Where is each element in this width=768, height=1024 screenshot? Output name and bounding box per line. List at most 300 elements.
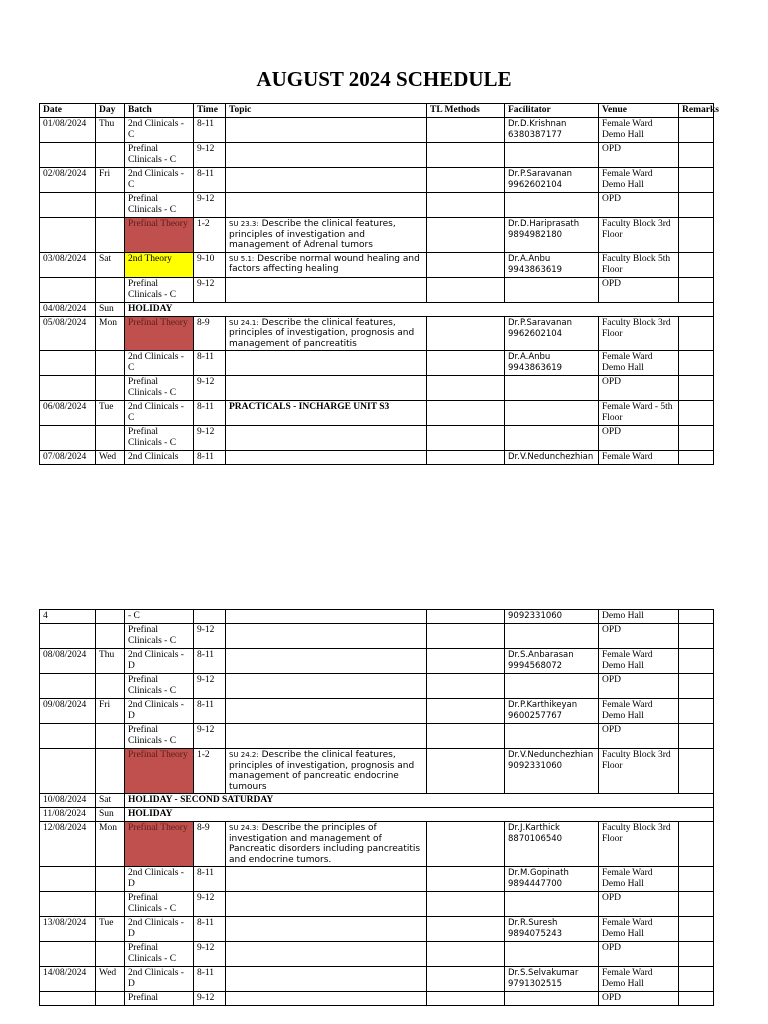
facilitator-name: Dr.M.Gopinath: [508, 868, 569, 878]
facilitator-cell: [505, 193, 599, 218]
table-row: [40, 610, 714, 624]
remarks-cell: [679, 967, 714, 992]
topic-cell: [226, 699, 427, 724]
time-cell: 8-9: [194, 316, 226, 351]
venue-cell: OPD: [599, 277, 679, 302]
facilitator-cell: [505, 401, 599, 426]
day-cell: Sat: [96, 252, 125, 277]
venue-cell: Female Ward Demo Hall: [599, 351, 679, 376]
day-cell: Mon: [96, 316, 125, 351]
table-row: [40, 168, 714, 193]
batch-cell: Prefinal Clinicals - C: [125, 426, 194, 451]
time-cell: 8-11: [194, 649, 226, 674]
day-cell: Sun: [96, 302, 125, 316]
time-cell: 8-11: [194, 451, 226, 465]
table-row: [40, 794, 714, 808]
facilitator-name: Dr.A.Anbu: [508, 352, 551, 362]
venue-cell: OPD: [599, 992, 679, 1006]
topic-cell: [226, 942, 427, 967]
tl-methods-cell: [427, 351, 505, 376]
time-cell: 9-12: [194, 624, 226, 649]
remarks-cell: [679, 649, 714, 674]
tl-methods-cell: [427, 749, 505, 794]
header-facilitator: Facilitator: [505, 104, 599, 118]
day-cell: [96, 624, 125, 649]
remarks-cell: [679, 942, 714, 967]
topic-cell: [226, 724, 427, 749]
facilitator-phone: 9994568072: [508, 661, 563, 671]
date-cell: [40, 376, 96, 401]
day-cell: [96, 674, 125, 699]
facilitator-cell: [505, 143, 599, 168]
day-cell: [96, 992, 125, 1006]
facilitator-cell: [505, 610, 599, 624]
time-cell: 8-11: [194, 351, 226, 376]
venue-cell: OPD: [599, 426, 679, 451]
tl-methods-cell: [427, 118, 505, 143]
venue-cell: OPD: [599, 624, 679, 649]
facilitator-cell: [505, 822, 599, 867]
date-cell: [40, 351, 96, 376]
day-cell: Thu: [96, 649, 125, 674]
topic-cell: [226, 218, 427, 253]
time-cell: 9-12: [194, 674, 226, 699]
batch-cell: Prefinal: [125, 992, 194, 1006]
day-cell: [96, 610, 125, 624]
topic-text: Describe the clinical features, principles of investigation, prognosis and management of pancreatic endocrine tumours: [229, 750, 415, 792]
batch-cell: 2nd Clinicals - C: [125, 351, 194, 376]
venue-cell: OPD: [599, 724, 679, 749]
topic-cell: [226, 892, 427, 917]
venue-cell: OPD: [599, 892, 679, 917]
table-row: [40, 252, 714, 277]
date-cell: 13/08/2024: [40, 917, 96, 942]
remarks-cell: [679, 992, 714, 1006]
topic-cell: [226, 649, 427, 674]
schedule-table-1: [39, 103, 719, 465]
venue-cell: Faculty Block 5th Floor: [599, 252, 679, 277]
facilitator-cell: [505, 451, 599, 465]
facilitator-cell: [505, 168, 599, 193]
date-cell: 09/08/2024: [40, 699, 96, 724]
facilitator-cell: [505, 724, 599, 749]
topic-text: Describe the clinical features, principles of investigation, prognosis and management of pancreatitis: [229, 317, 415, 349]
batch-cell: Prefinal Clinicals - C: [125, 942, 194, 967]
facilitator-name: Dr.J.Karthick: [508, 823, 560, 833]
tl-methods-cell: [427, 218, 505, 253]
remarks-cell: [679, 218, 714, 253]
tl-methods-cell: [427, 822, 505, 867]
batch-cell: 2nd Theory: [125, 252, 194, 277]
header-batch: Batch: [125, 104, 194, 118]
tl-methods-cell: [427, 193, 505, 218]
remarks-cell: [679, 624, 714, 649]
tl-methods-cell: [427, 967, 505, 992]
facilitator-cell: [505, 967, 599, 992]
header-day: Day: [96, 104, 125, 118]
facilitator-name: Dr.A.Anbu: [508, 253, 551, 264]
topic-cell: [226, 316, 427, 351]
remarks-cell: [679, 867, 714, 892]
time-cell: 8-11: [194, 401, 226, 426]
table-row: [40, 917, 714, 942]
facilitator-phone: 9894982180: [508, 230, 563, 240]
facilitator-cell: [505, 917, 599, 942]
day-cell: [96, 426, 125, 451]
remarks-cell: [679, 168, 714, 193]
date-cell: [40, 624, 96, 649]
time-cell: 8-9: [194, 822, 226, 867]
facilitator-cell: [505, 376, 599, 401]
header-tl-methods: TL Methods: [427, 104, 505, 118]
date-cell: 06/08/2024: [40, 401, 96, 426]
facilitator-phone: 6380387177: [508, 130, 563, 140]
day-cell: Fri: [96, 699, 125, 724]
date-cell: 11/08/2024: [40, 808, 96, 822]
facilitator-cell: [505, 699, 599, 724]
batch-cell: 2nd Clinicals - D: [125, 867, 194, 892]
facilitator-phone: 9943863619: [508, 264, 563, 275]
day-cell: [96, 143, 125, 168]
day-cell: [96, 193, 125, 218]
table-row: [40, 674, 714, 699]
tl-methods-cell: [427, 867, 505, 892]
topic-cell: PRACTICALS - INCHARGE UNIT S3: [226, 401, 427, 426]
date-cell: [40, 426, 96, 451]
batch-cell: Prefinal Clinicals - C: [125, 674, 194, 699]
time-cell: 8-11: [194, 867, 226, 892]
date-cell: 01/08/2024: [40, 118, 96, 143]
remarks-cell: [679, 252, 714, 277]
day-cell: Tue: [96, 401, 125, 426]
tl-methods-cell: [427, 892, 505, 917]
batch-cell: 2nd Clinicals: [125, 451, 194, 465]
table-row: [40, 967, 714, 992]
facilitator-cell: [505, 252, 599, 277]
table-row: [40, 218, 714, 253]
batch-cell: 2nd Clinicals - D: [125, 917, 194, 942]
remarks-cell: [679, 316, 714, 351]
tl-methods-cell: [427, 942, 505, 967]
table-row: [40, 649, 714, 674]
day-cell: Fri: [96, 168, 125, 193]
remarks-cell: [679, 451, 714, 465]
date-cell: 14/08/2024: [40, 967, 96, 992]
date-cell: [40, 193, 96, 218]
remarks-cell: [679, 917, 714, 942]
remarks-cell: [679, 724, 714, 749]
facilitator-cell: [505, 316, 599, 351]
venue-cell: Female Ward Demo Hall: [599, 118, 679, 143]
topic-cell: [226, 610, 427, 624]
day-cell: [96, 277, 125, 302]
topic-cell: [226, 917, 427, 942]
table-row: [40, 822, 714, 867]
header-row: [40, 104, 714, 118]
schedule-table-2: [39, 609, 714, 1006]
remarks-cell: [679, 143, 714, 168]
time-cell: 9-12: [194, 942, 226, 967]
batch-cell: 2nd Clinicals - C: [125, 401, 194, 426]
batch-cell: Prefinal Clinicals - C: [125, 624, 194, 649]
topic-cell: [226, 674, 427, 699]
date-cell: [40, 749, 96, 794]
batch-cell: Prefinal Theory: [125, 749, 194, 794]
day-cell: [96, 749, 125, 794]
remarks-cell: [679, 351, 714, 376]
header-venue: Venue: [599, 104, 679, 118]
tl-methods-cell: [427, 451, 505, 465]
tl-methods-cell: [427, 401, 505, 426]
table-row: [40, 302, 714, 316]
day-cell: [96, 376, 125, 401]
time-cell: 8-11: [194, 118, 226, 143]
topic-cell: [226, 624, 427, 649]
remarks-cell: [679, 376, 714, 401]
competency-code: SU 24.3:: [229, 824, 259, 832]
topic-cell: [226, 749, 427, 794]
table-row: [40, 277, 714, 302]
time-cell: 9-12: [194, 892, 226, 917]
venue-cell: Female Ward Demo Hall: [599, 917, 679, 942]
venue-cell: Female Ward Demo Hall: [599, 649, 679, 674]
topic-cell: [226, 168, 427, 193]
facilitator-cell: [505, 118, 599, 143]
remarks-cell: [679, 277, 714, 302]
date-cell: [40, 674, 96, 699]
facilitator-name: Dr.S.Selvakumar: [508, 968, 579, 978]
topic-text: Describe normal wound healing and factors affecting healing: [229, 253, 420, 274]
time-cell: 9-12: [194, 426, 226, 451]
remarks-cell: [679, 426, 714, 451]
table-row: [40, 867, 714, 892]
remarks-cell: [679, 610, 714, 624]
venue-cell: Female Ward Demo Hall: [599, 699, 679, 724]
facilitator-name: Dr.P.Saravanan: [508, 317, 572, 328]
table-row: [40, 193, 714, 218]
facilitator-cell: [505, 649, 599, 674]
facilitator-name: Dr.S.Anbarasan: [508, 650, 574, 660]
tl-methods-cell: [427, 674, 505, 699]
tl-methods-cell: [427, 426, 505, 451]
facilitator-name: Dr.D.Krishnan: [508, 119, 567, 129]
facilitator-name: Dr.P.Saravanan: [508, 169, 572, 179]
remarks-cell: [679, 749, 714, 794]
batch-cell: Prefinal Clinicals - C: [125, 193, 194, 218]
facilitator-phone: 9962602104: [508, 328, 563, 339]
tl-methods-cell: [427, 699, 505, 724]
holiday-cell: HOLIDAY: [125, 808, 714, 822]
topic-cell: [226, 193, 427, 218]
table-row: [40, 351, 714, 376]
table-row: [40, 892, 714, 917]
tl-methods-cell: [427, 917, 505, 942]
venue-cell: Demo Hall: [599, 610, 679, 624]
tl-methods-cell: [427, 252, 505, 277]
facilitator-cell: [505, 351, 599, 376]
day-cell: Tue: [96, 917, 125, 942]
facilitator-phone: 8870106540: [508, 834, 563, 844]
venue-cell: OPD: [599, 376, 679, 401]
topic-cell: [226, 376, 427, 401]
date-cell: [40, 992, 96, 1006]
venue-cell: OPD: [599, 143, 679, 168]
tl-methods-cell: [427, 610, 505, 624]
facilitator-cell: [505, 867, 599, 892]
facilitator-cell: [505, 892, 599, 917]
date-cell: [40, 724, 96, 749]
time-cell: 8-11: [194, 168, 226, 193]
day-cell: Mon: [96, 822, 125, 867]
batch-cell: - C: [125, 610, 194, 624]
facilitator-name: Dr.D.Hariprasath: [508, 219, 580, 229]
table-row: [40, 942, 714, 967]
remarks-cell: [679, 674, 714, 699]
batch-cell: Prefinal Clinicals - C: [125, 143, 194, 168]
time-cell: 9-10: [194, 252, 226, 277]
facilitator-phone: 9962602104: [508, 180, 563, 190]
facilitator-cell: [505, 426, 599, 451]
tl-methods-cell: [427, 316, 505, 351]
venue-cell: Faculty Block 3rd Floor: [599, 218, 679, 253]
header-time: Time: [194, 104, 226, 118]
remarks-cell: [679, 699, 714, 724]
time-cell: 9-12: [194, 724, 226, 749]
topic-cell: [226, 992, 427, 1006]
facilitator-phone: 9092331060: [508, 611, 563, 621]
venue-cell: Faculty Block 3rd Floor: [599, 749, 679, 794]
table-row: [40, 724, 714, 749]
remarks-cell: [679, 892, 714, 917]
day-cell: [96, 724, 125, 749]
facilitator-cell: [505, 942, 599, 967]
competency-code: SU 24.2:: [229, 751, 259, 759]
facilitator-phone: 9894075243: [508, 929, 563, 939]
day-cell: Sun: [96, 808, 125, 822]
date-cell: [40, 892, 96, 917]
batch-cell: Prefinal Theory: [125, 218, 194, 253]
date-cell: [40, 218, 96, 253]
facilitator-cell: [505, 992, 599, 1006]
venue-cell: OPD: [599, 674, 679, 699]
batch-cell: 2nd Clinicals - C: [125, 168, 194, 193]
topic-cell: [226, 252, 427, 277]
topic-cell: [226, 967, 427, 992]
header-remarks: Remarks: [679, 104, 714, 118]
venue-cell: Female Ward: [599, 451, 679, 465]
tl-methods-cell: [427, 649, 505, 674]
facilitator-cell: [505, 277, 599, 302]
tl-methods-cell: [427, 143, 505, 168]
tl-methods-cell: [427, 168, 505, 193]
date-cell: [40, 143, 96, 168]
date-cell: [40, 277, 96, 302]
topic-cell: [226, 426, 427, 451]
facilitator-phone: 9092331060: [508, 761, 563, 771]
facilitator-cell: [505, 218, 599, 253]
tl-methods-cell: [427, 724, 505, 749]
batch-cell: 2nd Clinicals - D: [125, 649, 194, 674]
remarks-cell: [679, 193, 714, 218]
table-row: [40, 401, 714, 426]
topic-cell: [226, 867, 427, 892]
remarks-cell: [679, 822, 714, 867]
time-cell: [194, 610, 226, 624]
table-row: [40, 451, 714, 465]
competency-code: SU 24.1:: [229, 318, 259, 327]
date-cell: 4: [40, 610, 96, 624]
day-cell: [96, 218, 125, 253]
date-cell: 03/08/2024: [40, 252, 96, 277]
date-cell: 12/08/2024: [40, 822, 96, 867]
venue-cell: Female Ward Demo Hall: [599, 867, 679, 892]
table-row: [40, 118, 714, 143]
date-cell: 04/08/2024: [40, 302, 96, 316]
topic-cell: [226, 118, 427, 143]
header-date: Date: [40, 104, 96, 118]
tl-methods-cell: [427, 624, 505, 649]
facilitator-phone: 9600257767: [508, 711, 563, 721]
day-cell: Wed: [96, 451, 125, 465]
venue-cell: Faculty Block 3rd Floor: [599, 822, 679, 867]
remarks-cell: [679, 118, 714, 143]
tl-methods-cell: [427, 277, 505, 302]
facilitator-name: Dr.V.Nedunchezhian: [508, 750, 594, 760]
table-row: [40, 143, 714, 168]
holiday-cell: HOLIDAY - SECOND SATURDAY: [125, 794, 714, 808]
facilitator-cell: [505, 674, 599, 699]
batch-cell: Prefinal Clinicals - C: [125, 376, 194, 401]
facilitator-name: Dr.V.Nedunchezhian: [508, 452, 594, 462]
time-cell: 8-11: [194, 917, 226, 942]
table-row: [40, 992, 714, 1006]
time-cell: 8-11: [194, 967, 226, 992]
topic-cell: [226, 822, 427, 867]
topic-text: Describe the principles of investigation and management of Pancreatic disorders including pancreatitis and endocrine tumors.: [229, 823, 421, 865]
facilitator-phone: 9791302515: [508, 979, 563, 989]
date-cell: 05/08/2024: [40, 316, 96, 351]
venue-cell: OPD: [599, 193, 679, 218]
facilitator-phone: 9943863619: [508, 363, 563, 373]
batch-cell: 2nd Clinicals - D: [125, 699, 194, 724]
venue-cell: Female Ward Demo Hall: [599, 967, 679, 992]
facilitator-cell: [505, 749, 599, 794]
table-row: [40, 749, 714, 794]
facilitator-name: Dr.R.Suresh: [508, 918, 558, 928]
facilitator-cell: [505, 624, 599, 649]
topic-cell: [226, 351, 427, 376]
table-row: [40, 808, 714, 822]
batch-cell: Prefinal Clinicals - C: [125, 892, 194, 917]
batch-cell: Prefinal Theory: [125, 822, 194, 867]
facilitator-phone: 9894447700: [508, 879, 563, 889]
time-cell: 9-12: [194, 376, 226, 401]
date-cell: [40, 942, 96, 967]
time-cell: 1-2: [194, 749, 226, 794]
date-cell: 10/08/2024: [40, 794, 96, 808]
tl-methods-cell: [427, 992, 505, 1006]
competency-code: SU 5.1:: [229, 254, 255, 263]
time-cell: 9-12: [194, 143, 226, 168]
day-cell: [96, 892, 125, 917]
table-row: [40, 699, 714, 724]
tl-methods-cell: [427, 376, 505, 401]
facilitator-name: Dr.P.Karthikeyan: [508, 700, 578, 710]
date-cell: [40, 867, 96, 892]
topic-cell: [226, 277, 427, 302]
date-cell: 02/08/2024: [40, 168, 96, 193]
date-cell: 08/08/2024: [40, 649, 96, 674]
